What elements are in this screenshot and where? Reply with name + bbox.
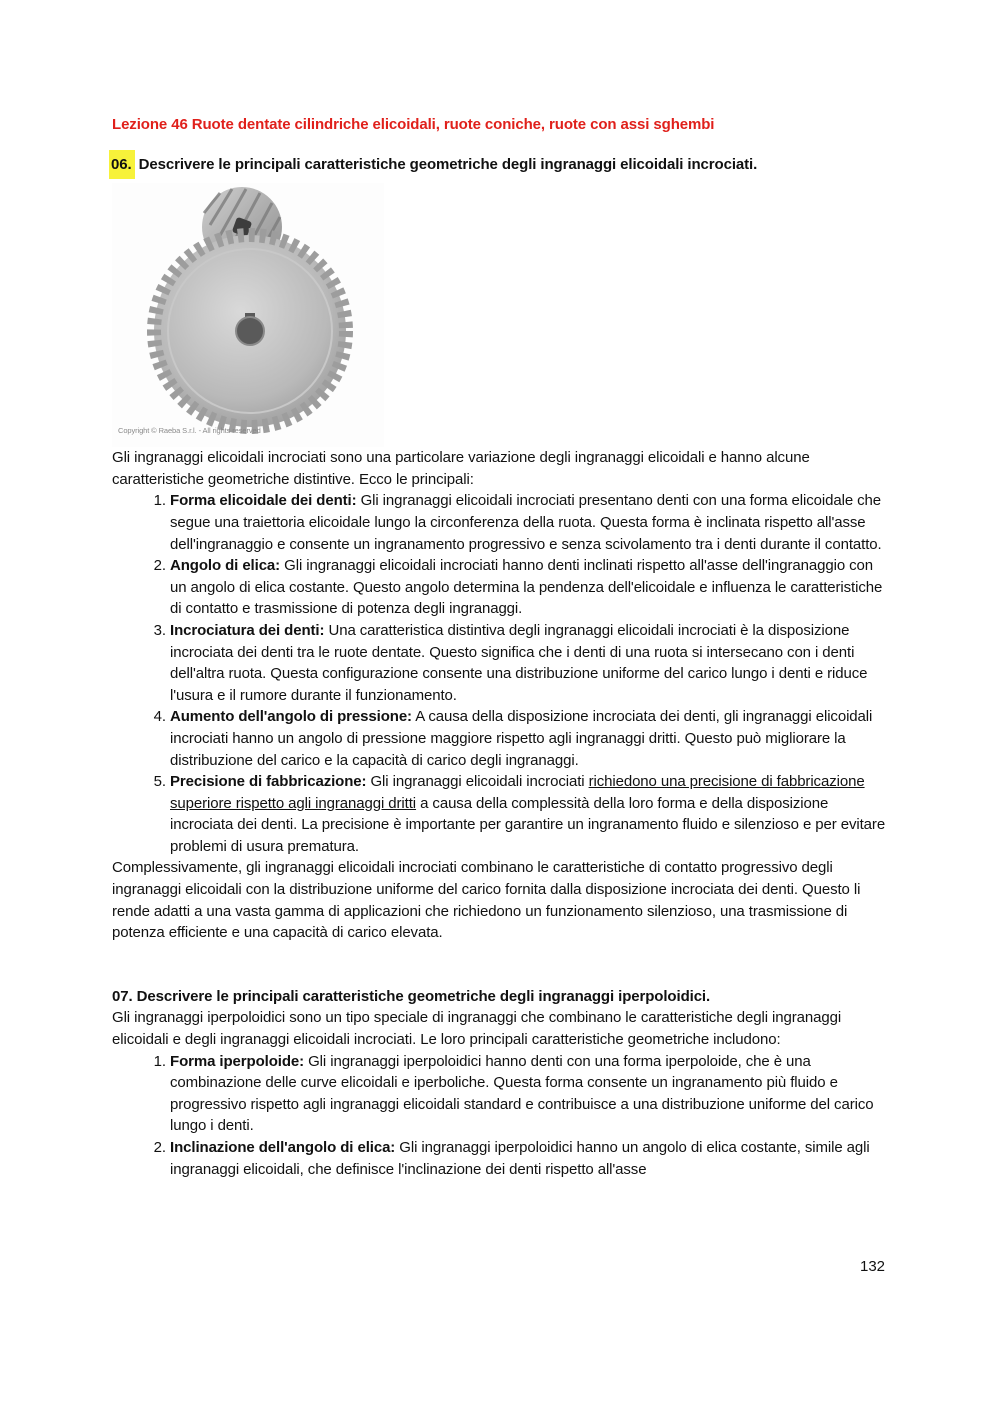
list-item-term: Angolo di elica: (170, 557, 281, 575)
list-item (170, 706, 892, 771)
list-item-term: Forma elicoidale dei denti: (170, 492, 357, 510)
list-item-text: a causa della complessità della loro forma e della disposizione incrociata dei denti. La precisione è importante per garantire un ingranamento fluido e silenzioso e per evitare problemi di usura prematura. (170, 794, 886, 855)
list-item-term: Incrociatura dei denti: (170, 621, 325, 639)
list-item (170, 555, 892, 620)
underlined-text: richiedono una precisione di fabbricazione superiore rispetto agli ingranaggi dritti (170, 773, 865, 812)
crossed-helical-gears-illustration (112, 183, 384, 447)
image-copyright: Copyright © Raeba S.r.l. - All rights reserved (118, 425, 261, 435)
question-07-list (112, 1051, 892, 1181)
page-content (112, 114, 892, 1180)
question-07-title: 07. Descrivere le principali caratteristiche geometriche degli ingranaggi iperpoloidici. (112, 987, 711, 1005)
list-item-text: A causa della disposizione incrociata dei denti, gli ingranaggi elicoidali incrociati hanno un angolo di pressione maggiore rispetto agli ingranaggi dritti. Questo può migliorare la distribuzione del carico e la capacità di carico degli ingranaggi. (170, 708, 873, 769)
list-item (170, 771, 892, 857)
list-item-text: Gli ingranaggi elicoidali incrociati presentano denti con una forma elicoidale che segue una traiettoria elicoidale lungo la circonferenza della ruota. Questa forma è inclinata rispetto all'asse dell'ingranaggio e consente un ingranamento progressivo e senza scivolamento tra i denti durante il contatto. (170, 492, 882, 553)
large-helical-gear (154, 235, 346, 427)
question-06-list (112, 490, 892, 857)
list-item-term: Precisione di fabbricazione: (170, 773, 367, 791)
list-item-text: Una caratteristica distintiva degli ingranaggi elicoidali incrociati è la disposizione incrociata dei denti tra le ruote dentate. Questo significa che i denti di una ruota si intersecano con i denti dell'altra ruota. Questa configurazione consente una distribuzione uniforme del carico lungo i denti e riduce l'usura e il rumore durante il funzionamento. (170, 621, 868, 704)
question-06-intro: Gli ingranaggi elicoidali incrociati sono una particolare variazione degli ingranaggi elicoidali e hanno alcune caratteristiche geometriche distintive. Ecco le principali: (112, 449, 810, 488)
list-item (170, 1051, 892, 1137)
list-item-term: Inclinazione dell'angolo di elica: (170, 1139, 396, 1156)
question-06-number: 06. (109, 150, 135, 179)
list-item-text: Gli ingranaggi elicoidali incrociati (366, 773, 589, 791)
question-07-intro: Gli ingranaggi iperpoloidici sono un tipo speciale di ingranaggi che combinano le caratteristiche degli ingranaggi elicoidali e degli ingranaggi elicoidali incrociati. Le loro principali caratteristiche geometriche includono: (112, 1009, 842, 1049)
page-number: 132 (860, 1258, 886, 1275)
list-item (170, 1137, 892, 1180)
list-item-term: Forma iperpoloide: (170, 1052, 305, 1070)
question-06-title (112, 154, 892, 176)
list-item-text: Gli ingranaggi iperpoloidici hanno denti con una forma iperpoloide, che è una combinazione delle curve elicoidali e iperboliche. Questa forma consente un ingranamento più fluido e progressivo rispetto agli ingranaggi elicoidali standard e contribuisce a una distribuzione uniforme del carico lungo i denti. (170, 1052, 874, 1135)
list-item (170, 490, 892, 555)
question-06-conclusion: Complessivamente, gli ingranaggi elicoidali incrociati combinano le caratteristiche di contatto progressivo degli ingranaggi elicoidali con la distribuzione uniforme del carico fornita dalla disposizione incrociata dei denti. Questo li rende adatti a una vasta gamma di applicazioni che richiedono un funzionamento silenzioso, una trasmissione di potenza efficiente e una capacità di carico elevata. (112, 859, 861, 942)
list-item-term: Aumento dell'angolo di pressione: (170, 708, 412, 726)
list-item-text: Gli ingranaggi iperpoloidici hanno un angolo di elica costante, simile agli ingranaggi elicoidali, che definisce l'inclinazione dei denti rispetto all'asse (170, 1139, 870, 1178)
lesson-title: Lezione 46 Ruote dentate cilindriche elicoidali, ruote coniche, ruote con assi sghembi (112, 116, 715, 133)
helical-gears-image (112, 183, 384, 447)
list-item-text: Gli ingranaggi elicoidali incrociati hanno denti inclinati rispetto all'asse dell'ingranaggio con un angolo di elica costante. Questo angolo determina la pendenza dell'elicoidale e influenza le caratteristiche di contatto e trasmissione di potenza degli ingranaggi. (170, 557, 883, 618)
list-item (170, 620, 892, 706)
question-06-text: Descrivere le principali caratteristiche geometriche degli ingranaggi elicoidali incrociati. (138, 155, 758, 173)
